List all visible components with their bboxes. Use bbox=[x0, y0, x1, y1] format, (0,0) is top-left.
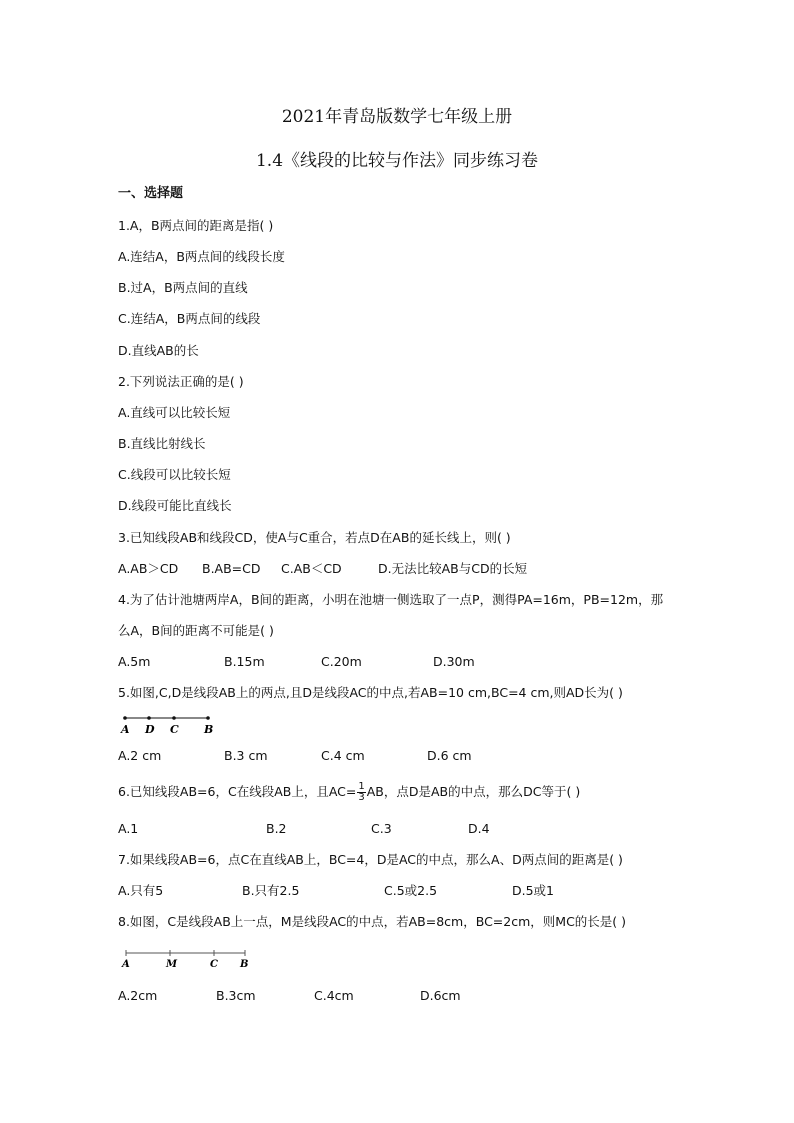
point-label: A bbox=[122, 959, 130, 970]
question-4-option-c: C.20m bbox=[321, 654, 362, 669]
point-label: D bbox=[145, 723, 155, 736]
question-6-options bbox=[118, 821, 718, 837]
question-6-option-d: D.4 bbox=[468, 821, 490, 836]
question-8-option-b: B.3cm bbox=[216, 988, 256, 1003]
question-7-option-c: C.5或2.5 bbox=[384, 883, 438, 898]
question-1-option-a: A.连结A，B两点间的线段长度 bbox=[118, 249, 285, 264]
point-a bbox=[123, 716, 127, 720]
fraction-denominator: 3 bbox=[358, 792, 365, 803]
page-subtitle: 1.4《线段的比较与作法》同步练习卷 bbox=[255, 151, 539, 171]
question-5-stem: 5.如图,C,D是线段AB上的两点,且D是线段AC的中点,若AB=10 cm,BC=4 cm,则AD长为( ) bbox=[118, 685, 623, 700]
question-4-option-a: A.5m bbox=[118, 654, 151, 669]
question-3-option-a: A.AB＞CD bbox=[118, 561, 179, 576]
point-b bbox=[206, 716, 210, 720]
question-4-stem-line2: 么A，B间的距离不可能是( ) bbox=[118, 623, 274, 638]
question-8-option-c: C.4cm bbox=[314, 988, 354, 1003]
question-7-option-d: D.5或1 bbox=[512, 883, 555, 898]
question-4-stem-line1: 4.为了估计池塘两岸A，B间的距离，小明在池塘一侧选取了一点P，测得PA=16m，PB=12m，那 bbox=[118, 592, 664, 607]
question-7-option-b: B.只有2.5 bbox=[242, 883, 300, 898]
question-4-options bbox=[118, 654, 718, 670]
question-1-option-b: B.过A，B两点间的直线 bbox=[118, 280, 248, 295]
question-2-option-a: A.直线可以比较长短 bbox=[118, 405, 231, 420]
page-title: 2021年青岛版数学七年级上册 bbox=[281, 107, 513, 127]
question-4-option-d: D.30m bbox=[433, 654, 475, 669]
question-3-stem: 3.已知线段AB和线段CD，使A与C重合，若点D在AB的延长线上，则( ) bbox=[118, 530, 511, 545]
question-4-option-b: B.15m bbox=[224, 654, 265, 669]
question-3-options bbox=[118, 561, 718, 577]
question-1-option-d: D.直线AB的长 bbox=[118, 343, 199, 358]
question-6-stem-pre: 6.已知线段AB=6，C在线段AB上，且AC= bbox=[118, 784, 357, 799]
point-c bbox=[172, 716, 176, 720]
point-d bbox=[147, 716, 151, 720]
point-label: C bbox=[210, 959, 218, 970]
question-7-options bbox=[118, 883, 718, 899]
point-label: B bbox=[240, 959, 249, 970]
question-1-option-c: C.连结A，B两点间的线段 bbox=[118, 311, 261, 326]
fraction-numerator: 1 bbox=[358, 781, 365, 792]
question-8-option-d: D.6cm bbox=[420, 988, 461, 1003]
question-8-options bbox=[118, 988, 718, 1004]
point-label: A bbox=[121, 723, 130, 736]
question-5-options bbox=[118, 748, 718, 764]
question-5-option-d: D.6 cm bbox=[427, 748, 472, 763]
question-1-stem: 1.A，B两点间的距离是指( ) bbox=[118, 218, 274, 233]
question-3-option-d: D.无法比较AB与CD的长短 bbox=[378, 561, 528, 576]
fraction bbox=[357, 782, 365, 803]
question-7-option-a: A.只有5 bbox=[118, 883, 164, 898]
question-5-figure bbox=[116, 711, 226, 737]
question-6-option-c: C.3 bbox=[371, 821, 392, 836]
question-7-stem: 7.如果线段AB=6，点C在直线AB上，BC=4，D是AC的中点，那么A、D两点间的距离是( ) bbox=[118, 852, 623, 867]
question-5-option-b: B.3 cm bbox=[224, 748, 268, 763]
question-2-option-b: B.直线比射线长 bbox=[118, 436, 206, 451]
question-8-figure bbox=[118, 947, 258, 971]
question-2-stem: 2.下列说法正确的是( ) bbox=[118, 374, 244, 389]
question-3-option-b: B.AB=CD bbox=[202, 561, 261, 576]
question-5-option-c: C.4 cm bbox=[321, 748, 365, 763]
section-heading: 一、选择题 bbox=[118, 186, 184, 201]
question-8-option-a: A.2cm bbox=[118, 988, 158, 1003]
point-label: B bbox=[204, 723, 214, 736]
question-6-option-b: B.2 bbox=[266, 821, 287, 836]
question-8-stem: 8.如图，C是线段AB上一点，M是线段AC的中点，若AB=8cm，BC=2cm，则MC的长是( ) bbox=[118, 914, 627, 929]
point-label: M bbox=[166, 959, 178, 970]
question-3-option-c: C.AB＜CD bbox=[281, 561, 342, 576]
question-6-option-a: A.1 bbox=[118, 821, 139, 836]
question-2-option-c: C.线段可以比较长短 bbox=[118, 467, 231, 482]
question-2-option-d: D.线段可能比直线长 bbox=[118, 498, 232, 513]
question-5-option-a: A.2 cm bbox=[118, 748, 162, 763]
question-6-stem-post: AB，点D是AB的中点，那么DC等于( ) bbox=[366, 784, 581, 799]
point-label: C bbox=[170, 723, 179, 736]
question-6-stem bbox=[118, 780, 580, 804]
